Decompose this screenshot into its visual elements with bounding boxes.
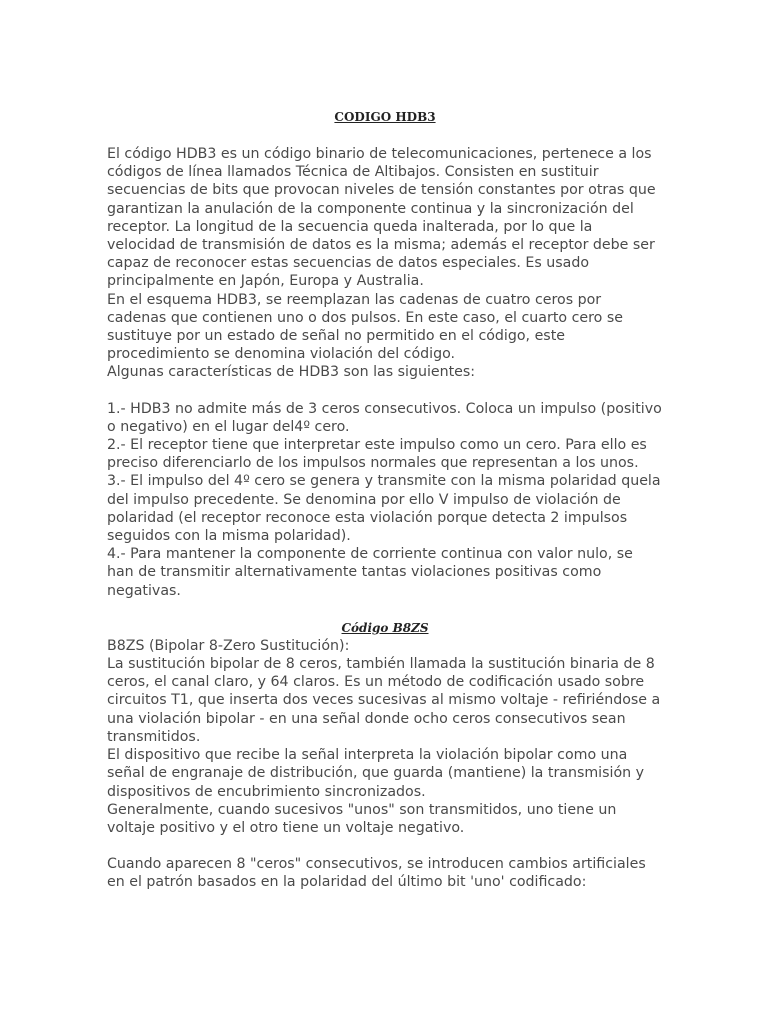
spacer — [107, 837, 663, 855]
hdb3-features-intro: Algunas características de HDB3 son las siguientes: — [107, 364, 476, 381]
spacer — [107, 600, 663, 619]
hdb3-feature-item-2: 2.- El receptor tiene que interpretar este impulso como un cero. Para ello es preciso diferenciarlo de los impulsos normales que representan a los unos. — [107, 437, 647, 472]
hdb3-feature-item-1: 1.- HDB3 no admite más de 3 ceros consecutivos. Coloca un impulso (positivo o negativo) en el lugar del4º cero. — [107, 400, 662, 435]
b8zs-paragraph-4: Cuando aparecen 8 "ceros" consecutivos, se introducen cambios artificiales en el patrón basados en la polaridad del último bit 'uno' codificado: — [107, 856, 646, 891]
document-content — [107, 108, 663, 892]
section-title-b8zs: Código B8ZS — [341, 620, 429, 635]
section-title-hdb3: CODIGO HDB3 — [334, 110, 436, 124]
hdb3-scheme-paragraph: En el esquema HDB3, se reemplazan las cadenas de cuatro ceros por cadenas que contienen uno o dos pulsos. En este caso, el cuarto cero se sustituye por un estado de señal no permitido en el código, este procedimiento se denomina violación del código. — [107, 291, 623, 363]
hdb3-feature-item-4: 4.- Para mantener la componente de corriente continua con valor nulo, se han de transmitir alternativamente tantas violaciones positivas como negativas. — [107, 546, 633, 599]
b8zs-subtitle: B8ZS (Bipolar 8-Zero Sustitución): — [107, 637, 350, 654]
spacer — [107, 382, 663, 400]
b8zs-paragraph-1: La sustitución bipolar de 8 ceros, también llamada la sustitución binaria de 8 ceros, el canal claro, y 64 claros. Es un método de codificación usado sobre circuitos T1, que inserta dos veces sucesivas al mismo voltaje - refiriéndose a una violación bipolar - en una señal donde ocho ceros consecutivos sean transmitidos. — [107, 656, 661, 745]
b8zs-paragraph-3: Generalmente, cuando sucesivos "unos" son transmitidos, uno tiene un voltaje positivo y el otro tiene un voltaje negativo. — [107, 801, 617, 836]
b8zs-paragraph-2: El dispositivo que recibe la señal interpreta la violación bipolar como una señal de engranaje de distribución, que guarda (mantiene) la transmisión y dispositivos de encubrimiento sincronizados. — [107, 747, 645, 800]
hdb3-feature-item-3: 3.- El impulso del 4º cero se genera y transmite con la misma polaridad quela del impulso precedente. Se denomina por ello V impulso de violación de polaridad (el receptor reconoce esta violación porque detecta 2 impulsos seguidos con la misma polaridad). — [107, 473, 661, 545]
hdb3-intro-paragraph: El código HDB3 es un código binario de telecomunicaciones, pertenece a los códigos de línea llamados Técnica de Altibajos. Consisten en sustituir secuencias de bits que provocan niveles de tensión constantes por otras que garantizan la anulación de la componente continua y la sincronización del receptor. La longitud de la secuencia queda inalterada, por lo que la velocidad de transmisión de datos es la misma; además el receptor debe ser capaz de reconocer estas secuencias de datos especiales. Es usado principalmente en Japón, Europa y Australia. — [107, 146, 656, 290]
